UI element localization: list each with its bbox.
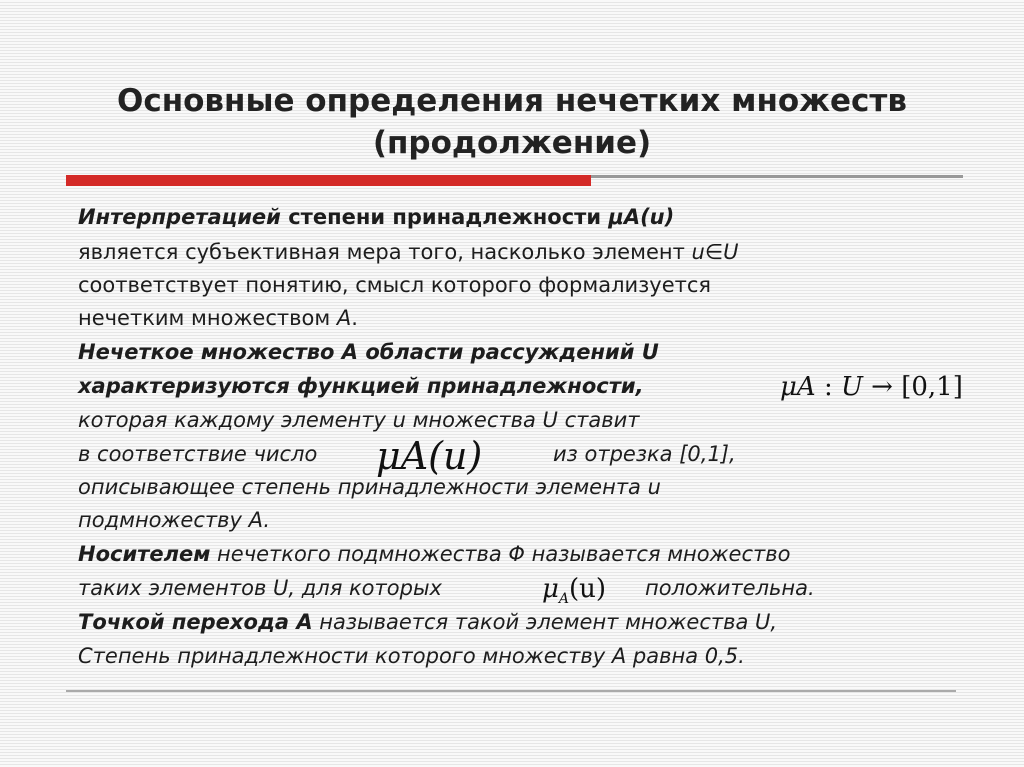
body-line-2-text: является субъективная мера того, насколько элемент — [78, 240, 692, 264]
body-line-1 — [78, 204, 674, 230]
body-line-4-period: . — [351, 306, 358, 330]
body-line-1-symbol: μA(u) — [608, 205, 675, 229]
body-line-12-tail: положительна. — [645, 576, 815, 600]
body-line-10: подмножеству A. — [78, 508, 271, 532]
body-line-8-tail: из отрезка [0,1], — [553, 442, 736, 466]
body-line-2 — [78, 239, 739, 265]
body-line-13 — [78, 609, 777, 635]
body-line-3: соответствует понятию, смысл которого формализуется — [78, 273, 712, 297]
body-line-5: Нечеткое множество A области рассуждений U — [78, 340, 659, 364]
body-line-2-symbol: u∈U — [691, 240, 739, 264]
formula-1-interval: [0,1] — [901, 372, 963, 402]
term-support: Носителем — [78, 542, 211, 566]
membership-function-formula — [780, 372, 963, 402]
slide-title-line-2: (продолжение) — [372, 125, 652, 161]
formula-1-lhs: μA — [780, 372, 816, 402]
body-line-4-text: нечетким множеством — [78, 306, 337, 330]
body-line-9: описывающее степень принадлежности элемента u — [78, 475, 661, 499]
body-line-4 — [78, 305, 358, 331]
bottom-divider — [66, 690, 956, 692]
slide-title-line-1: Основные определения нечетких множеств — [116, 83, 908, 119]
body-line-12 — [78, 575, 442, 601]
body-line-4-symbol: A — [336, 306, 352, 330]
body-line-13-text: называется такой элемент множества U, — [312, 610, 778, 634]
body-line-11-text: нечеткого подмножества Φ называется множество — [210, 542, 791, 566]
body-line-14: Степень принадлежности которого множеству A равна 0,5. — [78, 644, 745, 668]
formula-1-universe: U — [840, 372, 863, 402]
membership-degree-formula: μA(u) — [376, 434, 483, 478]
body-line-8-text: в соответствие число — [78, 442, 318, 466]
body-line-7: которая каждому элементу u множества U ставит — [78, 408, 640, 432]
formula-1-arrow: → — [862, 372, 902, 402]
body-line-8 — [78, 441, 317, 467]
formula-3-mu: μ — [542, 574, 559, 604]
body-line-6: характеризуются функцией принадлежности, — [78, 374, 644, 398]
term-crossover-point: Точкой перехода А — [78, 610, 313, 634]
body-line-1-text: степени принадлежности — [280, 205, 609, 229]
membership-value-formula — [542, 574, 606, 607]
body-line-12-text: таких элементов U, для которых — [78, 576, 442, 600]
body-line-11 — [78, 541, 790, 567]
term-interpretation: Интерпретацией — [78, 205, 281, 229]
formula-3-argument: (u) — [569, 574, 607, 604]
formula-3-subscript: A — [558, 591, 570, 608]
formula-1-colon: : — [815, 372, 841, 402]
